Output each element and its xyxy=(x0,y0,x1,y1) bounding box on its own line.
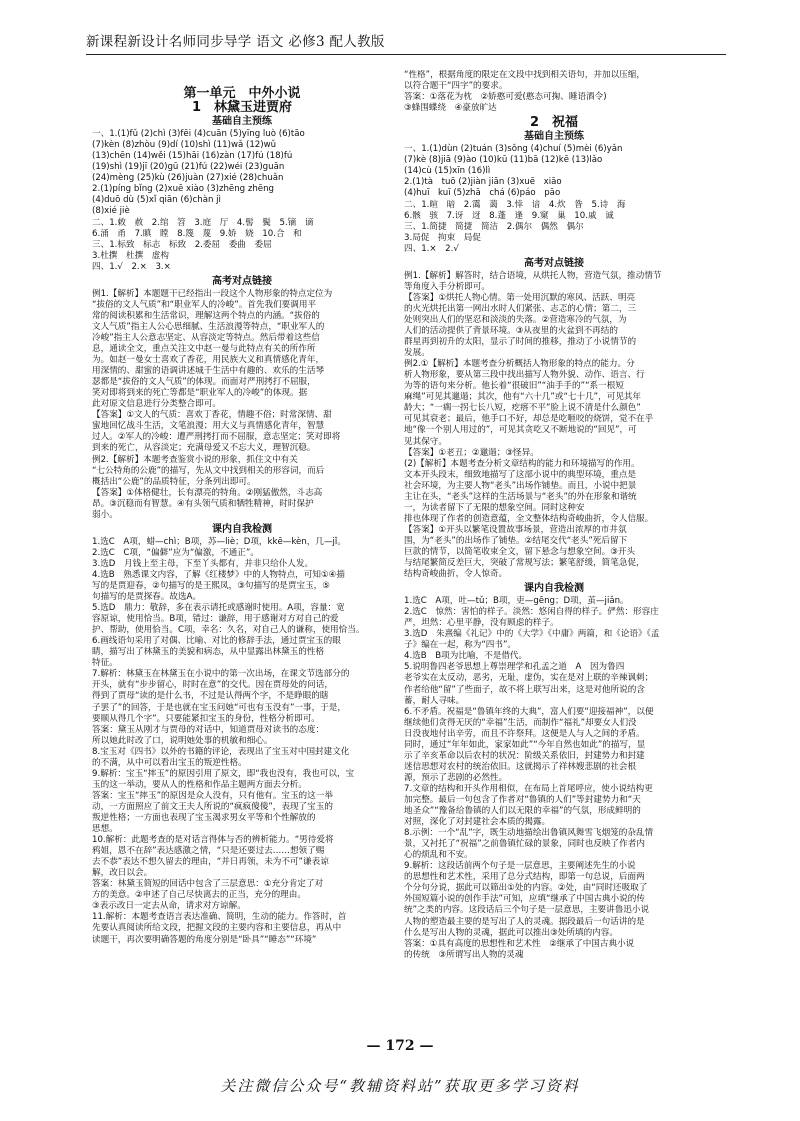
check-line: 子》编在一起，称为“四书”。 xyxy=(404,640,517,651)
check-line: 1.选C A项，蜡—chì；B项，苏—liè；D项，kkē—kèn，几—jǐ。 xyxy=(92,536,346,547)
check-line: 加完整。最后一句包含了作者对“鲁镇的人们”等封建势力和“天 xyxy=(404,795,641,805)
answer-line: (19)shì (19)jī (20)gū (21)fú (22)wéi (23)guān xyxy=(92,162,285,173)
answer-line: (7)kè (8)jiā (9)ào (10)kū (11)bā (12)kē (13)lǎo xyxy=(404,155,603,166)
check-line: 2.选C C项，“偏僻”应为“偏激，不通正”。 xyxy=(92,547,259,558)
check-line: 示了辛亥革命以后农村的状况：阶级关系依旧，封建势力和封建 xyxy=(404,750,645,761)
answer-line: 【答案】①文人的气质：喜欢丁香花，情趣不俗；时常深情、甜 xyxy=(92,410,332,421)
check-line: 6.不矛盾。祝福是“鲁镇年终的大典”，富人们要“迎接福神”，以便 xyxy=(404,706,654,717)
section-heading: 高考对点链接 xyxy=(524,257,584,269)
page-header xyxy=(86,30,726,55)
check-line: ③表示改日一定去从命，请求对方谅解。 xyxy=(92,901,246,912)
analysis-line: 麻绳”可见其邋遢；其次，他有“六十几”或“七十几”，可见其年 xyxy=(404,392,642,403)
answer-line-group xyxy=(404,293,704,359)
analysis-line: “拔俗的文人气质”和“职业军人的冷峻”。首先我们要调用平 xyxy=(92,299,317,310)
answer-line: (13)chēn (14)wěi (15)hāi (16)zàn (17)fú (18)fú xyxy=(92,151,293,162)
answer-line: 2.(1)tà tuō (2)jiàn jiān (3)xuē xiāo xyxy=(404,177,562,188)
check-line: 3.选D 朱熹编《礼记》中的《大学》《中庸》两篇，和《论语》《孟 xyxy=(404,629,660,640)
check-line-group xyxy=(92,537,392,946)
answer-line: 到来的死亡，从容淡定；充满母爱又不忘大义，理智沉稳。 xyxy=(92,443,316,454)
analysis-line: 一，为读者留下了无限的想象空间。同时这种安 xyxy=(404,502,585,513)
check-line: 5.说明鲁四老爷思想上尊崇理学和孔孟之道 A 因为鲁四 xyxy=(404,662,625,673)
analysis-line: 瑟都是“拔俗的文人气质”的体现。而面对严刑拷打不屈服， xyxy=(92,377,316,388)
analysis-line: 等角度入手分析即可。 xyxy=(404,281,490,292)
check-line: 8.宝玉对《四书》以外的书籍的评论，表现出了宝玉对中国封建文化 xyxy=(92,746,350,757)
check-line: 去不恭”表达不想久留去的理由，“并日再领，未为不可”谦表谅 xyxy=(92,857,329,868)
analysis-line: 例2.【解析】本题考查鉴赏小说的形象，抓住文中有关 xyxy=(92,454,298,465)
answer-line: (4)huī kuī (5)zhā chá (6)páo pāo xyxy=(404,188,561,199)
answer-line: 围，为“老头”的出场作了铺垫。②结尾交代“老头”死后留下 xyxy=(404,535,628,546)
analysis-line: 文人气质”指主人公心思细腻、生活浪漫等特点，“职业军人的 xyxy=(92,321,325,332)
analysis-line: 笑对即将到来的死亡等都是“职业军人的冷峻”的体现。据 xyxy=(92,388,308,399)
answer-line: (8)xié jiè xyxy=(92,206,130,217)
analysis-line: 例1.【解析】解答时，结合语境，从烘托人物，营造气氛，推动情节 xyxy=(404,270,662,281)
check-line: 6.画线语句采用了对偶、比喻、对比的修辞手法，通过贾宝玉的眼 xyxy=(92,636,341,647)
check-line: 读题干，再次要明确答题的角度分别是“卧具”“睡态”“环境” xyxy=(92,934,317,945)
analysis-line: 地“像一个别人用过的”，可见其贪吃又不断地说的“回见”，可 xyxy=(404,425,637,436)
check-line: 答案：黛玉从刚才与贾母的对话中，知道贾母对读书的态度： xyxy=(92,724,325,735)
check-line: 答案：林黛玉简短的回话中包含了三层意思：①充分肯定了对 xyxy=(92,879,324,890)
check-line: 答案：宝玉“摔玉”的原因是众人没有，只有他有。宝玉的这一举 xyxy=(92,790,333,801)
answer-line: 6.涌 甬 7.瞋 瞠 8.篾 蔑 9.娇 娆 10.合 和 xyxy=(92,228,302,239)
check-line: 人物的塑造最主要的是写出了人的灵魂。据段最后一句话讲的是 xyxy=(404,916,645,927)
answer-line: 四、1.× 2.√ xyxy=(404,243,459,254)
answer-line: 【答案】①烘托人物心情。第一处用沉默的寒风、活跃、明亮 xyxy=(404,292,636,303)
footer-note: 关注微信公众号“教辅资料站”获取更多学习资料 xyxy=(220,1077,580,1095)
check-line: 思想。 xyxy=(92,824,118,835)
check-line: 要顺从得几个字”。只要能紧扣宝玉的身份，性格分析即可。 xyxy=(92,713,320,724)
check-line: 子罢了”的回答，于是也就在宝玉问她“可也有玉没有”一事，于是， xyxy=(92,702,346,713)
analysis-line-group xyxy=(404,459,704,525)
check-line: 2.选C 惊然：害怕的样子。淡然：悠闲自得的样子。俨然：形容庄 xyxy=(404,607,659,618)
answer-line: 的火光烘托出第一网出水时人们紧张、志忑的心情；第二，三 xyxy=(404,303,637,314)
analysis-line: 可见其衰老；最后，他手口不好，却总是吃咂咬的烧饼，觉不在乎 xyxy=(404,414,654,425)
check-line: 9.解析：这段话前两个句子是一层意思，主要阐述先生的小说 xyxy=(404,861,636,872)
check-line: 睛，描写出了林黛玉的美貌和病态，从中显露出林黛玉的性格 xyxy=(92,647,325,658)
analysis-line: 社会环境，为主要人物“老头”出场作铺垫。而且，小说中把景 xyxy=(404,480,637,491)
analysis-line: “七公特角的公鹿”的描写，先从文中找到相关的形容词，而后 xyxy=(92,465,325,476)
answer-line: 6.骸 骇 7.讶 迓 8.蓬 逢 9.窠 巢 10.戚 诚 xyxy=(404,210,614,221)
answer-line: 蜜地回忆战斗生活，文笔浪漫；用大义与真情感化青年，智慧 xyxy=(92,421,325,432)
check-line: 统”之类的内容。这段话后三个句子是一层意思，主要讲鲁迅小说 xyxy=(404,905,650,916)
check-line: 玉的这一举动，要从人的性格和作品主题两方面去分析。 xyxy=(92,779,307,790)
unit-title: 第一单元 中外小说 xyxy=(183,86,301,101)
analysis-line: 此对原文信息进行分类整合即可。 xyxy=(92,399,221,410)
check-line: 8.示例：一个“乱”字，既生动地描绘出鲁镇风舞雪飞烟笼的杂乱情 xyxy=(404,828,654,839)
analysis-line: 常的阅读积累和生活常识，理解这两个特点的内涵。“拔俗的 xyxy=(92,310,320,321)
left-column xyxy=(92,82,392,1032)
page-number: — 172 — xyxy=(366,1038,434,1054)
analysis-line: 为等的语句来分析。他长着“很破旧”“油手手的”“系一根短 xyxy=(404,381,624,392)
answer-line-group xyxy=(92,129,392,273)
analysis-line-group xyxy=(92,289,392,411)
answer-line: 发展。 xyxy=(404,348,430,359)
answer-line: 以符合题干“四字”的要求。 xyxy=(404,81,508,92)
check-line: 的传统 ③所谓写出人物的灵魂 xyxy=(404,949,524,960)
section-heading: 高考对点链接 xyxy=(212,275,272,287)
check-line: 答案：①具有高度的思想性和艺术性 ②继承了中国古典小说 xyxy=(404,938,635,949)
analysis-line: 排也体现了作者的创造意蕴，全文整体结构奇峻曲折，令人信服。 xyxy=(404,513,654,524)
answer-line: “性格”，根据角度的限定在文段中找到相关语句，并加以压缩， xyxy=(404,70,645,80)
analysis-line: 析人物形象，要从第三段中找出描写人物外貌、动作、语言、行 xyxy=(404,370,645,381)
check-line: 先要认真阅读所给文段，把握文段的主要内容和主要信息，再从中 xyxy=(92,923,342,934)
answer-line: 群星再到初升的太阳，显示了时间的推移，推动了小说情节的 xyxy=(404,337,637,348)
analysis-line: 冷峻”指主人公意志坚定、从容淡定等特点。然后带着这些信 xyxy=(92,332,320,343)
analysis-line: 用深情的、甜蜜的语调讲述城千生活中有趣的、欢乐的生活琴 xyxy=(92,366,325,377)
answer-line: 四、1.√ 2.× 3.× xyxy=(92,261,171,272)
answer-line: (14)cù (15)xīn (16)lì xyxy=(404,166,491,177)
check-line: 护、帮助，使用恰当。C项，幸名：久名，对自己人的谦称，使用恰当。 xyxy=(92,625,365,636)
section-heading: 课内自我检测 xyxy=(212,523,272,535)
check-line: 严，坦然：心里平静，没有顾虑的样子。 xyxy=(404,618,559,629)
check-line: 句描写的是贾探春。故选A。 xyxy=(92,592,202,603)
answer-line: ③蜂围蝶绕 ④豪放旷达 xyxy=(404,103,497,114)
answer-line: (4)duō dù (5)xǐ qiān (6)chàn jì xyxy=(92,195,221,206)
check-line: 的不满，从中可以看出宝玉的叛逆性格。 xyxy=(92,757,247,768)
check-line: 9.解析：宝玉“摔玉”的原因引用了原文，即“我也没有，我也可以，宝 xyxy=(92,768,355,779)
analysis-line: 主让在头，“老头”这样的生活场景与“老头”的外在形象和谐统 xyxy=(404,491,637,502)
answer-line: 2.(1)píng bǐng (2)xuē xiào (3)zhēng zhēng xyxy=(92,184,274,195)
check-line: 11.解析：本题考查语言表达准确、简明，生动的能力。作答时，首 xyxy=(92,912,347,923)
analysis-line-group xyxy=(404,271,704,293)
check-line: 容原谅，使用恰当。B项，错过：谦辞，用于感谢对方对自己的爱 xyxy=(92,614,339,625)
answer-line-group xyxy=(92,410,392,454)
answer-line: 【答案】①老丑；②邋遢；③怪异。 xyxy=(404,447,539,458)
answer-line: 人们的活动提供了背景环境。③从夜里的火盆到不再结的 xyxy=(404,326,618,337)
check-line: 蓄，耐人寻味。 xyxy=(404,695,465,706)
check-line: 1.选C A项，吐—tǔ；B项，吏—gēng；D项，茧—jiǎn。 xyxy=(404,596,629,607)
check-line: 鸦姐，恩不在辞”表达感激之情，“只是还要过去……想领了赐 xyxy=(92,846,325,857)
answer-line-group xyxy=(404,144,704,254)
analysis-line: 例1.【解析】本题题干已经指出一段这个人物形象的特点定位为 xyxy=(92,288,333,299)
check-line: 作者给他“留”了些面子，故不将上联写出来，这是对他所说的含 xyxy=(404,684,645,695)
section-heading: 基础自主预练 xyxy=(524,131,584,143)
check-line: 4.选B B项为比喻，不是借代。 xyxy=(404,651,528,662)
answer-line-group xyxy=(404,525,704,580)
check-line: 解，改日以会。 xyxy=(92,868,153,879)
answer-line: 昂。③沉稳而有智慧。④有头领气质和牺牲精神，时时保护 xyxy=(92,498,314,509)
check-line: 4.选B 熟悉课文内容，了解《红楼梦》中的人物特点，可知①④描 xyxy=(92,569,345,580)
check-line: 7.解析：林黛玉在林黛玉在小说中的第一次出场，在课文节选部分的 xyxy=(92,669,350,680)
answer-line: 巨款的情节，以简笔收束全文，留下悬念与想象空间。③开头 xyxy=(404,546,636,557)
check-line: 老爷实在太反动，恶劣，无耻，虚伪，实在是对上联的辛辣讽刺； xyxy=(404,673,654,684)
analysis-line: 概括出“公鹿”的品质特征，分条列出即可。 xyxy=(92,476,256,487)
check-line: 动，一方面照应了前文王夫人所说的“疯疯傻傻”，表现了宝玉的 xyxy=(92,801,333,812)
check-line: 所以她此时改了口，说明她处事的机敏和细心。 xyxy=(92,735,273,746)
answer-line: 三、1.标致 标志 标致 2.委屈 委曲 委屈 xyxy=(92,239,272,250)
check-line: 景，又衬托了“祝福”之前鲁镇忙碌的景象，同时也反映了作者内 xyxy=(404,839,645,850)
analysis-line-group xyxy=(404,359,704,447)
answer-line: 【答案】①体格健壮，长有漂亮的特角。②刚猛傲然，斗志高 xyxy=(92,487,323,498)
check-line: 源，预示了悲剧的必然性。 xyxy=(404,772,508,783)
answer-line: 过人。②军人的冷峻：遭严刑拷打而不屈服，意志坚定；笑对即将 xyxy=(92,432,341,443)
analysis-line: 龄大；“一瘸一拐七长八短，疙瘩不平”脸上说不清是什么颜色” xyxy=(404,403,641,414)
answer-line: 三、1.简捷 简捷 简洁 2.偶尔 偶然 偶尔 xyxy=(404,221,584,232)
check-line: 写的是贾迎春，②句描写的是王熙凤，③句描写的是贾宝玉，⑤ xyxy=(92,581,330,592)
check-line: 迷信思想对农村的统治依旧。这就揭示了祥林嫂悲剧的社会根 xyxy=(404,761,637,772)
analysis-line: 例2.①【解析】本题考查分析概括人物形象的特点的能力。分 xyxy=(404,359,635,370)
answer-line: 【答案】①开头以繁笔设置故事场景，营造出浓厚的市井氛 xyxy=(404,524,627,535)
lesson-title: 2 祝福 xyxy=(529,115,579,131)
answer-line: 二、1.敕 赦 2.绾 笤 3.庭 厅 4.髻 鬓 5.镝 谪 xyxy=(92,217,314,228)
answer-line: 结构奇峻曲折，令人惊奇。 xyxy=(404,569,508,580)
answer-line: (24)mèng (25)kù (26)juàn (27)xié (28)chuǎn xyxy=(92,173,284,184)
check-line: 得到了贾母“读的是什么书，不过是认得两个字，不是睁眼的瞎 xyxy=(92,691,329,702)
check-line: 地圣众”“豫备给鲁镇的人们以无限的幸福”的气氛，形成鲜明的 xyxy=(404,806,641,817)
analysis-line: 见其保守。 xyxy=(404,436,447,447)
check-line: 个分句分说，据此可以筛出①处的内容。②处，由“同时还吸取了 xyxy=(404,883,648,894)
check-line: 日没夜地付出辛劳，而且不许祭拜。这便是人与人之间的矛盾。 xyxy=(404,728,645,739)
section-heading: 基础自主预练 xyxy=(212,116,272,128)
analysis-line: 为。如赵一曼女士喜欢了香花，用民族大义和真情感化青年， xyxy=(92,355,325,366)
analysis-line: 息，通读全文，重点关注文中赵一曼与此特点有关的所作所 xyxy=(92,344,316,355)
answer-line: 3.杜撰 杜撰 虚构 xyxy=(92,250,169,261)
check-line-group xyxy=(404,596,704,961)
answer-line: 与结尾繁简反差巨大，突破了常规写法；繁笔舒缓，简笔急促， xyxy=(404,558,645,569)
answer-line: 答案：①落花为枕 ②娇憨可爱(憨态可掬、睡语酒令) xyxy=(404,92,607,103)
answer-line: 处则突出人们的坚忍和淡淡的失落。②营造寒冷的气氛，为 xyxy=(404,314,627,325)
check-line: 什么是写出人物的灵魂，据此可以推出③处所填的内容。 xyxy=(404,927,618,938)
answer-line: 3.局促 拘束 局促 xyxy=(404,232,481,243)
check-line: 叛逆性格；一方面也表现了宝玉渴求男女平等和个性解放的 xyxy=(92,813,316,823)
lesson-title: 1 林黛玉进贾府 xyxy=(191,100,293,116)
check-line: 7.文章的结构和开头作用相似，在布局上首尾呼应，使小说结构更 xyxy=(404,783,653,794)
analysis-line: 文本开头段末，细致地描写了这部小说中的典型环境，重点是 xyxy=(404,469,637,480)
section-heading: 课内自我检测 xyxy=(524,583,584,595)
check-line: 特征。 xyxy=(92,658,118,669)
answer-line: 二、1.暄 暗 2.霭 蔼 3.悻 谙 4.炊 昝 5.诗 海 xyxy=(404,199,626,210)
check-line: 外国短篇小说的创作手法”可知，应填“继承了中国古典小说的传 xyxy=(404,894,645,905)
answer-line: (7)kèn (8)zhòu (9)dí (10)shì (11)wǎ (12)wǔ xyxy=(92,140,277,151)
check-line: 10.解析：此题考查的是对话言得体与否的辨析能力。“男待爱将 xyxy=(92,835,334,846)
check-line: 同时，通过“年年如此，家家如此”“今年自然也如此”的描写，显 xyxy=(404,739,646,750)
answer-line: 一、1.(1)dùn (2)tuán (3)sǒng (4)chuí (5)mèi (6)yǎn xyxy=(404,144,623,155)
check-line: 开头，就有“步步留心，时时在意”的交代。因在贾母处的问话， xyxy=(92,680,333,691)
analysis-line-group xyxy=(92,455,392,488)
right-column xyxy=(404,70,704,1030)
answer-line-group xyxy=(404,70,704,114)
answer-line: 弱小。 xyxy=(92,509,118,520)
check-line: 方的美意。②申述了自己尽快离去的正当，充分的理由。 xyxy=(92,890,306,901)
check-line: 继续他们贪得无厌的“幸福”生活，而制作“福礼”却要女人们没 xyxy=(404,717,637,728)
check-line: 的思想性和艺术性，采用了总分式结构，即第一句总说，后面两 xyxy=(404,872,645,883)
check-line: 5.选D 鼎力：敬辞，多在表示请托或感谢时使用。A项，容量：宽 xyxy=(92,603,345,614)
check-line: 3.选D 月钱上至主母，下至丫头都有，并非只给仆人发。 xyxy=(92,558,314,569)
answer-line-group xyxy=(92,488,392,521)
check-line: 对照，深化了对封建社会本质的揭露。 xyxy=(404,817,551,828)
header-title: 新课程新设计名师同步导学 语文 必修3 配人教版 xyxy=(86,34,385,50)
analysis-line: (2)【解析】本题考查分析文章结构的能力和环境描写的作用。 xyxy=(404,458,640,469)
check-line: 心的烦乱和不安。 xyxy=(404,850,473,861)
answer-line: 一、1.(1)fǔ (2)chì (3)fēi (4)cuān (5)yīng luò (6)tāo xyxy=(92,129,305,140)
